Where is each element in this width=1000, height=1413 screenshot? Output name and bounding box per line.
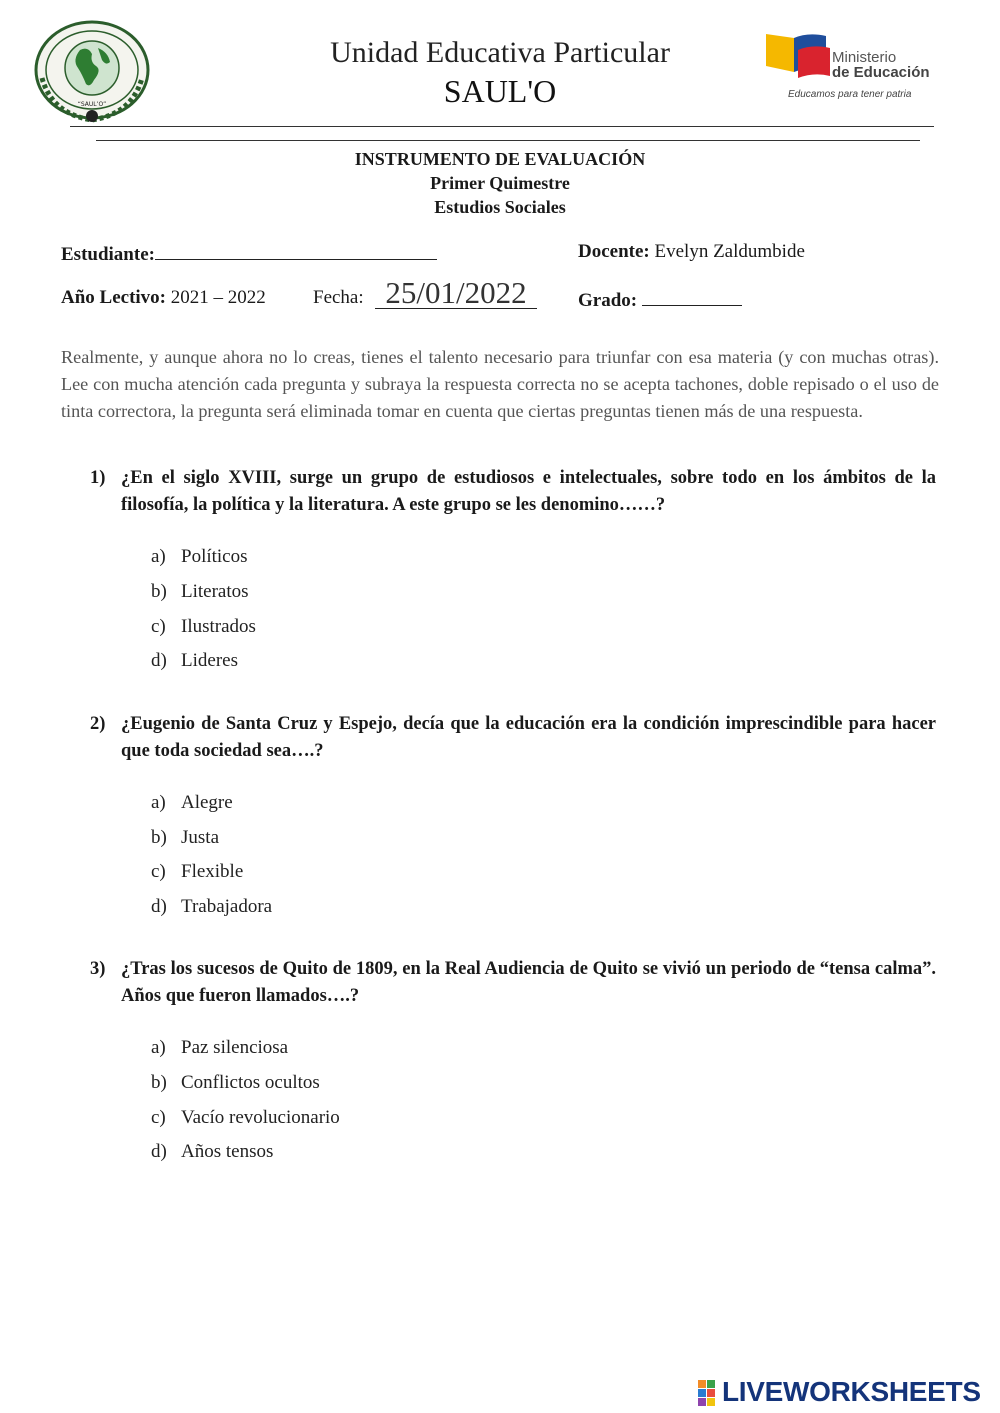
- document-title: INSTRUMENTO DE EVALUACIÓN: [354, 149, 646, 169]
- question-3-number: 3): [90, 959, 106, 979]
- question-1-option-d[interactable]: [151, 649, 238, 673]
- option-text: Literatos: [181, 581, 249, 602]
- school-seal-logo: [32, 18, 152, 126]
- school-name: SAUL'O: [443, 73, 557, 109]
- school-year-label: Año Lectivo:: [61, 287, 167, 308]
- question-1-option-c[interactable]: [151, 615, 256, 639]
- option-text: Alegre: [181, 792, 233, 813]
- option-letter: c): [151, 861, 166, 882]
- question-2-option-c[interactable]: [151, 860, 243, 884]
- question-3-option-c[interactable]: [151, 1106, 340, 1130]
- teacher-value: Evelyn Zaldumbide: [654, 241, 805, 262]
- student-label: Estudiante:: [61, 244, 155, 265]
- option-text: Justa: [181, 827, 219, 848]
- option-text: Políticos: [181, 546, 248, 567]
- option-letter: a): [151, 792, 166, 813]
- date-field[interactable]: [375, 275, 537, 310]
- ministry-name-line1: Ministerio: [832, 49, 897, 66]
- school-year-value: 2021 – 2022: [170, 287, 266, 308]
- teacher-label: Docente:: [578, 241, 650, 262]
- option-letter: d): [151, 1141, 167, 1162]
- grade-label: Grado:: [578, 290, 638, 311]
- option-letter: a): [151, 1037, 166, 1058]
- question-2-text: ¿Eugenio de Santa Cruz y Espejo, decía que la educación era la condición imprescindible para hacer que toda sociedad sea….?: [121, 714, 936, 761]
- school-title: Unidad Educativa Particular: [330, 36, 670, 69]
- teacher-field: [578, 240, 805, 264]
- ministry-slogan: Educamos para tener patria: [788, 89, 912, 100]
- question-3-option-a[interactable]: [151, 1036, 288, 1060]
- option-text: Paz silenciosa: [181, 1037, 289, 1058]
- date-label: Fecha:: [313, 287, 364, 308]
- question-2-option-d[interactable]: [151, 895, 272, 919]
- option-text: Vacío revolucionario: [181, 1107, 340, 1128]
- liveworksheets-brand[interactable]: LIVEWORKSHEETS: [722, 1376, 981, 1407]
- grade-blank[interactable]: [642, 286, 742, 306]
- question-1-text: ¿En el siglo XVIII, surge un grupo de estudiosos e intelectuales, sobre todo en los ámbitos de la filosofía, la política y la literatura. A este grupo se les denomino……?: [121, 468, 936, 515]
- option-text: Años tensos: [181, 1141, 274, 1162]
- question-1-number: 1): [90, 468, 106, 488]
- student-name-blank[interactable]: [155, 240, 437, 260]
- grade-field: [578, 286, 742, 313]
- question-1-option-a[interactable]: [151, 545, 248, 569]
- question-1-option-b[interactable]: [151, 580, 249, 604]
- option-text: Ilustrados: [181, 616, 256, 637]
- question-2-option-b[interactable]: [151, 826, 219, 850]
- question-2-number: 2): [90, 714, 106, 734]
- header-divider-top: [70, 126, 934, 127]
- option-letter: c): [151, 616, 166, 637]
- document-subject: Estudios Sociales: [434, 197, 566, 217]
- option-letter: d): [151, 896, 167, 917]
- question-3-option-b[interactable]: [151, 1071, 320, 1095]
- question-3-text: ¿Tras los sucesos de Quito de 1809, en la Real Audiencia de Quito se vivió un periodo de “tensa calma”. Años que fueron llamados….?: [121, 959, 936, 1006]
- option-text: Conflictos ocultos: [181, 1072, 320, 1093]
- instructions-paragraph: Realmente, y aunque ahora no lo creas, tienes el talento necesario para triunfar con esa materia (y con muchas otras). Lee con mucha atención cada pregunta y subraya la respuesta correcta no se acepta tachones, doble repisado o el uso de tinta correctora, la pregunta será eliminada tomar en cuenta que ciertas preguntas tienen más de una respuesta.: [61, 347, 939, 421]
- school-year-field: [61, 286, 266, 310]
- liveworksheets-badge-icon: [698, 1380, 724, 1406]
- option-text: Trabajadora: [181, 896, 273, 917]
- option-letter: b): [151, 1072, 167, 1093]
- option-letter: b): [151, 827, 167, 848]
- option-text: Flexible: [181, 861, 244, 882]
- ministry-name-line2: de Educación: [832, 64, 930, 81]
- header-divider-bottom: [96, 140, 920, 141]
- student-field: [61, 240, 437, 267]
- date-value: 25/01/2022: [385, 275, 527, 310]
- question-2-option-a[interactable]: [151, 791, 233, 815]
- option-letter: a): [151, 546, 166, 567]
- option-text: Lideres: [181, 650, 238, 671]
- option-letter: d): [151, 650, 167, 671]
- seal-name-text: “SAUL’O”: [77, 101, 107, 108]
- question-3-option-d[interactable]: [151, 1140, 273, 1164]
- option-letter: c): [151, 1107, 166, 1128]
- option-letter: b): [151, 581, 167, 602]
- document-period: Primer Quimestre: [430, 173, 570, 193]
